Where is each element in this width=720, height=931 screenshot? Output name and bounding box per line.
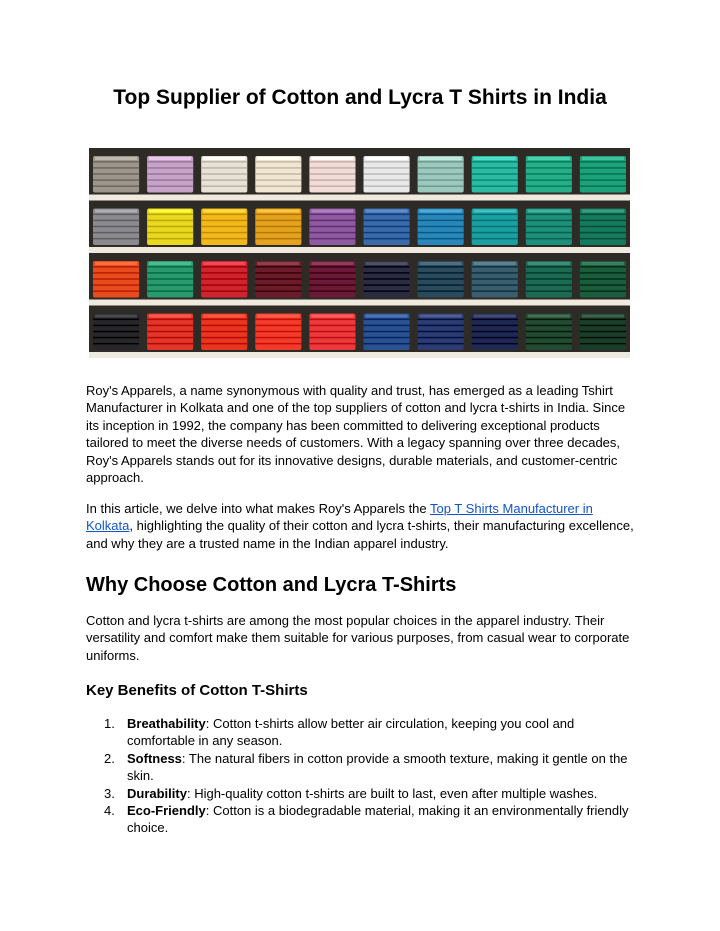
tshirt-stack [255,261,301,298]
tshirt-stack [526,209,572,246]
tshirt-stack [309,261,355,298]
tshirt-stack [526,314,572,351]
intro-text-after-link: , highlighting the quality of their cotton and lycra t-shirts, their manufacturing excellence, and why they are a trusted name in the Indian apparel industry. [86,518,634,551]
top-manufacturer-link[interactable]: Top T Shirts Manufacturer in Kolkata [86,501,593,534]
tshirt-stack [201,156,247,193]
tshirt-stack [526,261,572,298]
tshirt-stack [418,156,464,193]
tshirt-stack [472,156,518,193]
tshirt-stack [418,209,464,246]
tshirt-stack [147,314,193,351]
benefit-term: Durability [127,785,187,801]
tshirt-stack [147,209,193,246]
tshirt-stack [93,261,139,298]
shelf-board [89,352,630,358]
tshirt-stack [418,314,464,351]
benefit-term: Softness [127,750,182,766]
page-title: Top Supplier of Cotton and Lycra T Shirts in India [113,86,607,109]
article-intro-paragraph [86,500,638,552]
tshirt-stack [472,209,518,246]
benefit-item [86,750,638,785]
benefits-list [86,715,638,837]
section-heading: Why Choose Cotton and Lycra T-Shirts [86,574,457,596]
tshirt-stack [364,261,410,298]
benefit-text: : Cotton is a biodegradable material, making it an environmentally friendly choice. [127,803,629,836]
benefit-number: 4. [104,803,115,819]
benefits-heading: Key Benefits of Cotton T-Shirts [86,682,308,699]
tshirt-stack [255,209,301,246]
tshirt-stack [309,209,355,246]
tshirt-stack [418,261,464,298]
tshirt-stack [580,261,626,298]
benefit-number: 1. [104,716,115,731]
benefit-item [86,802,638,837]
tshirt-stack [93,209,139,246]
tshirt-stack [201,209,247,246]
tshirt-shelves-illustration [89,148,630,358]
benefit-term: Breathability [127,716,206,731]
tshirt-stack [93,314,139,351]
tshirt-stack [472,261,518,298]
tshirt-stack [364,314,410,351]
benefit-text: : Cotton t-shirts allow better air circulation, keeping you cool and comfortable in any season. [127,716,575,749]
benefit-number: 2. [104,750,115,766]
shelf-board [89,300,630,306]
intro-paragraph: Roy's Apparels, a name synonymous with quality and trust, has emerged as a leading Tshirt Manufacturer in Kolkata and one of the top suppliers of cotton and lycra t-shirts in India. Since its inception in 1992, the company has been committed to delivering exceptional products tailored to meet the diverse needs of customers. With a legacy spanning over three decades, Roy's Apparels stands out for its innovative designs, durable materials, and customer-centric approach. [86,383,626,486]
benefit-text: : The natural fibers in cotton provide a smooth texture, making it gentle on the skin. [127,750,628,784]
tshirt-stack [255,156,301,193]
tshirt-stack [580,314,626,351]
tshirt-stack [201,261,247,298]
tshirt-stack [580,156,626,193]
tshirt-stack [147,156,193,193]
intro-text-before-link: In this article, we delve into what makes Roy's Apparels the [86,501,431,516]
tshirt-stack [580,209,626,246]
tshirt-stack [364,156,410,193]
tshirt-stack [147,261,193,298]
tshirt-stack [255,314,301,351]
tshirt-stack [309,156,355,193]
tshirt-stack [201,314,247,351]
section-paragraph: Cotton and lycra t-shirts are among the most popular choices in the apparel industry. Their versatility and comfort make them suitable for various purposes, from casual wear to corporate uniforms. [86,613,630,663]
shelf-board [89,247,630,253]
tshirt-stack [93,156,139,193]
benefit-number: 3. [104,785,115,801]
benefit-term: Eco-Friendly [127,803,206,819]
benefit-item [86,785,638,802]
benefit-item [86,715,638,750]
tshirt-stack [472,314,518,351]
tshirt-shelves-image [89,148,630,358]
tshirt-stack [526,156,572,193]
benefit-text: : High-quality cotton t-shirts are built to last, even after multiple washes. [186,785,598,801]
tshirt-stack [364,209,410,246]
tshirt-stack [309,314,355,351]
shelf-board [89,195,630,201]
